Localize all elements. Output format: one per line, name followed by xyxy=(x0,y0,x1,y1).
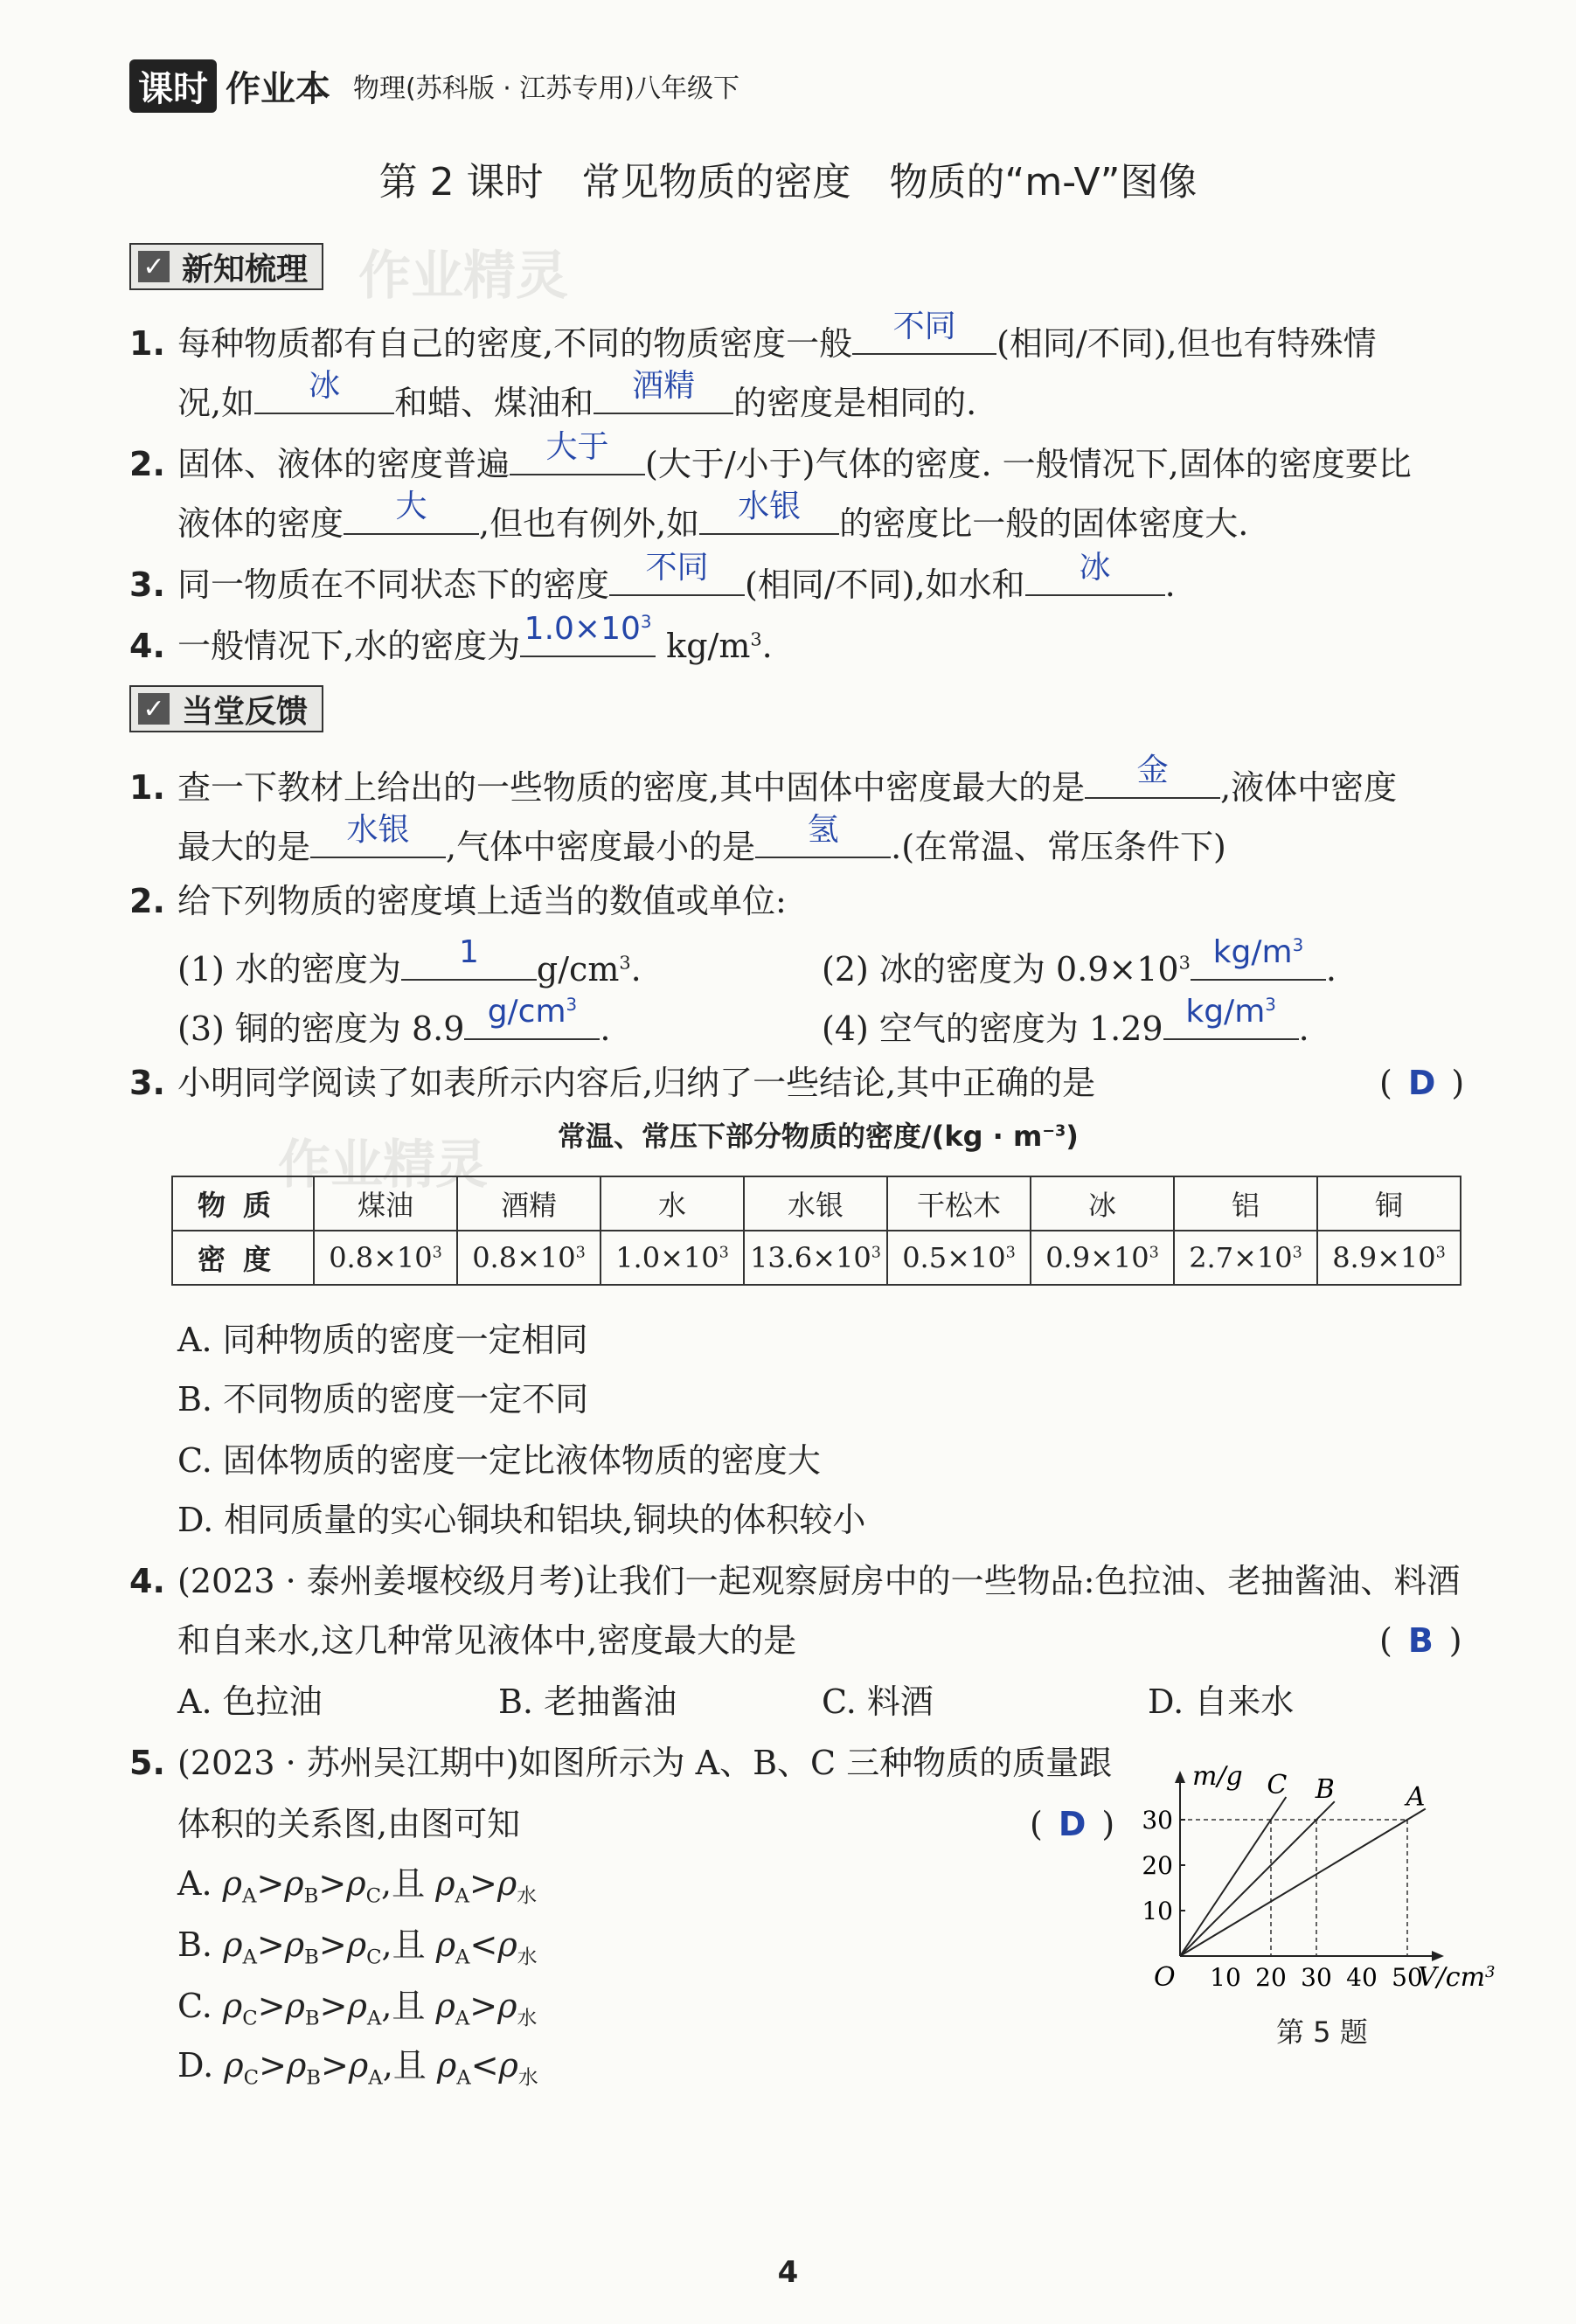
series-line-B xyxy=(1180,1801,1335,1956)
feedback-question-2-part-3: (3) 铜的密度为 8.9 $g/cm^3$ . xyxy=(177,994,611,1048)
watermark: 作业精灵 xyxy=(358,246,568,307)
table-cell: $13.6\times 10^3$ xyxy=(744,1231,887,1285)
question-1-line-1: 1. 每种物质都有自己的密度,不同的物质密度一般 不同 (相同/不同),但也有特殊情 xyxy=(129,309,1377,363)
watermark: 作业精灵 xyxy=(278,1134,488,1196)
answer-blank: 冰 xyxy=(309,368,341,404)
answer-blank: 不同 xyxy=(645,550,709,586)
section-header-knowledge: ✓ 新知梳理 xyxy=(129,243,323,290)
answer-blank: 大于 xyxy=(545,429,609,465)
q5-option-c: C. $\rho_C>\rho_B>\rho_A$,且 $\rho_A>\rho_水$ xyxy=(177,1987,538,2030)
y-tick-label: 30 xyxy=(1142,1806,1173,1835)
series-label-C: C xyxy=(1267,1770,1288,1800)
table-cell: 水银 xyxy=(744,1176,887,1231)
feedback-question-1-line-2: 最大的是 水银 ,气体中密度最小的是 氢 .(在常温、常压条件下) xyxy=(177,812,1226,866)
table-cell: 酒精 xyxy=(457,1176,601,1231)
table-cell: 冰 xyxy=(1031,1176,1174,1231)
answer-blank: 水银 xyxy=(346,812,410,848)
option-d: D. 相同质量的实心铜块和铝块,铜块的体积较小 xyxy=(177,1501,866,1539)
answer-blank: 金 xyxy=(1136,753,1169,788)
question-3: 3. 同一物质在不同状态下的密度 不同 (相同/不同),如水和 冰 . xyxy=(129,550,1176,604)
answer-blank: 水银 xyxy=(738,489,802,524)
table-cell: 铜 xyxy=(1317,1176,1461,1231)
x-axis-label: $V/cm^3$ xyxy=(1418,1962,1496,1993)
option-c: C. 固体物质的密度一定比液体物质的密度大 xyxy=(177,1441,821,1480)
subject-label: 物理(苏科版 · 江苏专用)八年级下 xyxy=(353,73,740,104)
x-tick-label: 10 xyxy=(1210,1963,1241,1992)
answer-blank: 冰 xyxy=(1079,550,1111,586)
table-header-substance: 物质 xyxy=(172,1176,314,1231)
q5-option-d: D. $\rho_C>\rho_B>\rho_A$,且 $\rho_A<\rho_水$ xyxy=(177,2046,538,2090)
q5-line-1: 5. (2023 · 苏州吴江期中)如图所示为 A、B、C 三种物质的质量跟 xyxy=(129,1744,1113,1782)
series-line-A xyxy=(1180,1809,1426,1956)
series-line-C xyxy=(1180,1797,1286,1956)
answer-blank: $kg/m^3$ xyxy=(1212,934,1304,970)
x-tick-label: 40 xyxy=(1346,1963,1378,1992)
x-tick-label: 50 xyxy=(1392,1963,1423,1992)
q4-option-c: C. 料酒 xyxy=(822,1682,934,1721)
check-icon: ✓ xyxy=(138,693,170,725)
q5-line-2: 体积的关系图,由图可知 xyxy=(177,1805,521,1843)
table-cell: 水 xyxy=(601,1176,744,1231)
table-cell: $0.9\times 10^3$ xyxy=(1031,1231,1174,1285)
table-cell: $0.8\times 10^3$ xyxy=(314,1231,457,1285)
question-4: 4. 一般情况下,水的密度为 $1.0\times 10^3$ $kg/m^3$. xyxy=(129,611,773,665)
question-2-line-2: 液体的密度 大 ,但也有例外,如 水银 的密度比一般的固体密度大. xyxy=(177,489,1249,543)
table-title: 常温、常压下部分物质的密度$/(kg \cdot m^{-3})$ xyxy=(558,1120,1079,1153)
answer-blank: 1 xyxy=(458,934,479,970)
origin-label: O xyxy=(1154,1962,1176,1993)
table-cell: $0.8\times 10^3$ xyxy=(457,1231,601,1285)
question-2-line-1: 2. 固体、液体的密度普遍 大于 (大于/小于)气体的密度. 一般情况下,固体的密度要比 xyxy=(129,429,1412,483)
answer-paren-q5: ( D ) xyxy=(1030,1805,1115,1843)
q4-option-a: A. 色拉油 xyxy=(177,1682,323,1721)
y-tick-label: 20 xyxy=(1142,1851,1173,1880)
q4-line-1: 4. (2023 · 泰州姜堰校级月考)让我们一起观察厨房中的一些物品:色拉油、老抽酱油、料酒 xyxy=(129,1562,1461,1600)
y-axis-arrow-icon xyxy=(1175,1771,1185,1783)
table-cell: 干松木 xyxy=(887,1176,1031,1231)
feedback-question-1-line-1: 1. 查一下教材上给出的一些物质的密度,其中固体中密度最大的是 金 ,液体中密度 xyxy=(129,753,1398,807)
figure-caption: 第 5 题 xyxy=(1276,2015,1368,2049)
table-cell: $1.0\times 10^3$ xyxy=(601,1231,744,1285)
q5-options xyxy=(177,0,789,2141)
q4-line-2: 和自来水,这几种常见液体中,密度最大的是 xyxy=(177,1621,797,1660)
q4-option-b: B. 老抽酱油 xyxy=(498,1682,677,1721)
table-cell: 煤油 xyxy=(314,1176,457,1231)
brand-suffix: 作业本 xyxy=(226,68,330,109)
feedback-question-2-stem: 2. 给下列物质的密度填上适当的数值或单位: xyxy=(129,882,787,920)
brand-logo: 课时 xyxy=(129,59,217,113)
x-tick-label: 20 xyxy=(1255,1963,1287,1992)
check-icon: ✓ xyxy=(138,251,170,282)
answer-paren-q3: ( D ) xyxy=(1379,1064,1465,1102)
mass-volume-chart xyxy=(1136,1722,1496,2001)
q5-option-a: A. $\rho_A>\rho_B>\rho_C$,且 $\rho_A>\rho_水$ xyxy=(177,1864,537,1908)
feedback-question-2-part-2: (2) 冰的密度为 $0.9\times 10^3$ $kg/m^3$ . xyxy=(822,934,1337,989)
table-cell: $2.7\times 10^3$ xyxy=(1174,1231,1317,1285)
table-cell: $8.9\times 10^3$ xyxy=(1317,1231,1461,1285)
feedback-question-2-part-1: (1) 水的密度为 1 $g/cm^3$. xyxy=(177,934,642,989)
x-axis-arrow-icon xyxy=(1432,1951,1444,1961)
option-a: A. 同种物质的密度一定相同 xyxy=(177,1321,588,1359)
answer-blank: 大 xyxy=(395,489,427,524)
series-label-B: B xyxy=(1315,1774,1335,1806)
y-tick-label: 10 xyxy=(1142,1897,1173,1925)
table-cell: 铝 xyxy=(1174,1176,1317,1231)
q5-option-b: B. $\rho_A>\rho_B>\rho_C$,且 $\rho_A<\rho_水$ xyxy=(177,1925,538,1969)
table-header-density: 密度 xyxy=(172,1231,314,1285)
page-number: 4 xyxy=(777,2255,799,2290)
x-tick-label: 30 xyxy=(1301,1963,1332,1992)
answer-blank: 不同 xyxy=(892,309,956,344)
answer-blank: $kg/m^3$ xyxy=(1185,994,1276,1030)
q4-option-d: D. 自来水 xyxy=(1148,1682,1295,1721)
answer-blank: $g/cm^3$ xyxy=(487,994,578,1030)
answer-blank: $1.0\times 10^3$ xyxy=(524,611,652,647)
option-b: B. 不同物质的密度一定不同 xyxy=(177,1380,589,1419)
y-axis-label: m/g xyxy=(1192,1761,1243,1792)
series-label-A: A xyxy=(1406,1781,1426,1813)
feedback-question-2-part-4: (4) 空气的密度为 1.29 $kg/m^3$ . xyxy=(822,994,1309,1048)
answer-paren-q4: ( B ) xyxy=(1379,1621,1462,1660)
answer-blank: 氢 xyxy=(807,812,839,848)
section-header-feedback: ✓ 当堂反馈 xyxy=(129,685,323,732)
answer-blank: 酒精 xyxy=(632,368,696,404)
feedback-question-3-stem: 3. 小明同学阅读了如表所示内容后,归纳了一些结论,其中正确的是 xyxy=(129,1064,1096,1102)
page-title: 第 2 课时 常见物质的密度 物质的“m-V”图像 xyxy=(378,160,1198,205)
question-1-line-2: 况,如 冰 和蜡、煤油和 酒精 的密度是相同的. xyxy=(177,368,977,422)
table-cell: $0.5\times 10^3$ xyxy=(887,1231,1031,1285)
